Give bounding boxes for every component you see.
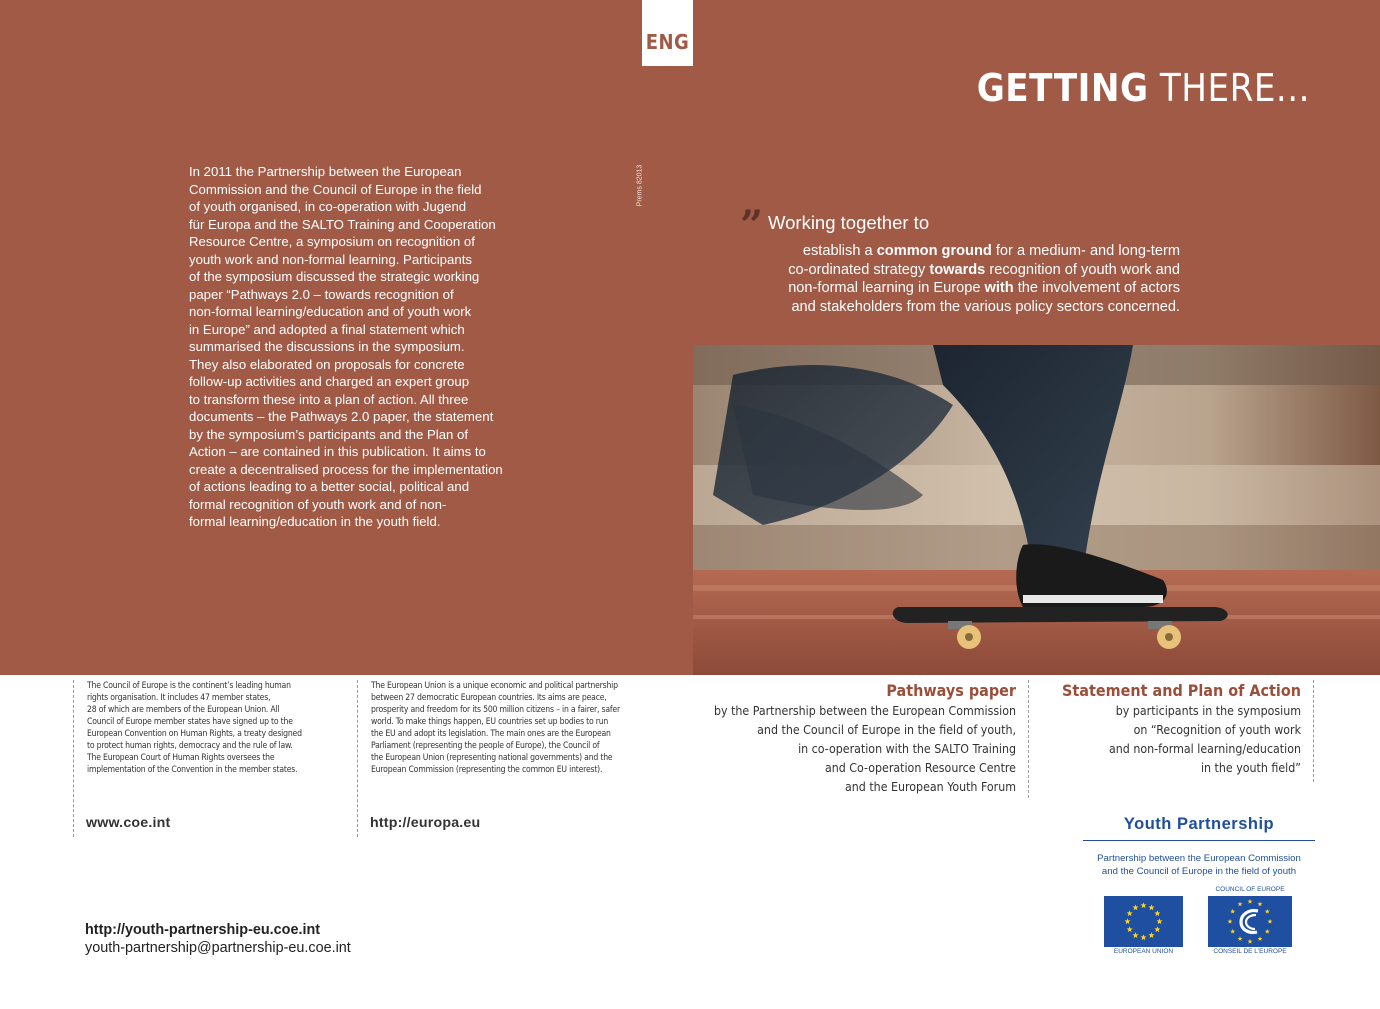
pathways-line: in co-operation with the SALTO Training: [798, 741, 1016, 756]
statement-line: and non-formal learning/education: [1109, 741, 1301, 756]
intro-line: youth work and non-formal learning. Participants: [189, 251, 472, 267]
intro-line: non-formal learning/education and of youth work: [189, 304, 472, 319]
eu-info-line: European Commission (representing the common EU interest).: [371, 765, 603, 775]
quote-line-4: and stakeholders from the various policy sectors concerned.: [791, 298, 1180, 315]
eu-flag-icon: [1104, 896, 1183, 947]
intro-line: documents – the Pathways 2.0 paper, the statement: [189, 409, 494, 424]
intro-line: in Europe” and adopted a final statement which: [189, 321, 465, 337]
intro-line: formal recognition of youth work and of non-: [189, 496, 447, 512]
prems-code: Prems 82013: [636, 164, 644, 207]
coe-flag-icon: [1208, 896, 1292, 947]
quote-line-3: non-formal learning in Europe with the involvement of actors: [788, 280, 1180, 297]
quote-body: [700, 242, 1180, 316]
intro-line: Commission and the Council of Europe in the field: [189, 181, 482, 197]
pathways-title: Pathways paper: [886, 681, 1016, 700]
eu-label: EUROPEAN UNION: [1113, 948, 1174, 955]
intro-line: of the symposium discussed the strategic working: [189, 269, 480, 284]
intro-line: to transform these into a plan of action. All three: [189, 391, 469, 407]
intro-line: of actions leading to a better social, political and: [189, 479, 470, 494]
coe-info-line: The European Court of Human Rights oversees the: [87, 753, 275, 763]
coe-info: [73, 680, 343, 837]
intro-line: Action – are contained in this publication. It aims to: [189, 444, 486, 459]
eu-info: [357, 680, 657, 837]
statement-plan: [1060, 680, 1314, 782]
eu-link[interactable]: http://europa.eu: [370, 815, 481, 831]
pathways-line: and the Council of Europe in the field of youth,: [757, 722, 1016, 737]
pathways-text: [700, 702, 1016, 797]
contact-block: [85, 921, 351, 957]
coe-info-line: 28 of which are members of the European Union. All: [87, 705, 280, 715]
coe-info-line: rights organisation. It includes 47 member states,: [87, 693, 271, 703]
intro-line: by the symposium’s participants and the Plan of: [189, 426, 469, 442]
youth-partnership-subtitle: Partnership between the European Commission and the Council of Europe in the field of youth: [1097, 853, 1301, 877]
intro-line: of youth organised, in co-operation with Jugend: [189, 199, 467, 214]
pathways-line: by the Partnership between the European Commission: [713, 704, 1016, 718]
page-title: [977, 66, 1310, 110]
intro-line: für Europa and the SALTO Training and Cooperation: [189, 216, 496, 232]
quote-mark-icon: ”: [740, 202, 764, 249]
title-light: THERE...: [1159, 66, 1310, 110]
statement-line: by participants in the symposium: [1115, 704, 1301, 718]
youth-partnership-logo: Youth Partnership: [1083, 815, 1315, 841]
eu-info-line: world. To make things happen, EU countries set up bodies to run: [371, 717, 609, 727]
statement-line: on “Recognition of youth work: [1133, 722, 1301, 737]
coe-info-line: The Council of Europe is the continent’s leading human: [87, 681, 291, 691]
quote-lead: Working together to: [768, 212, 930, 233]
intro-line: Resource Centre, a symposium on recognition of: [189, 234, 475, 249]
intro-line: paper “Pathways 2.0 – towards recognition of: [189, 286, 454, 302]
coe-info-line: European Convention on Human Rights, a treaty designed: [87, 729, 302, 739]
pathways-line: and the European Youth Forum: [845, 779, 1016, 794]
intro-line: In 2011 the Partnership between the European: [189, 164, 462, 179]
intro-text: [189, 163, 529, 531]
coe-info-line: implementation of the Convention in the member states.: [87, 765, 298, 775]
title-bold: GETTING: [976, 66, 1149, 110]
intro-line: create a decentralised process for the implementation: [189, 461, 503, 477]
statement-line: in the youth field”: [1200, 760, 1301, 775]
eu-info-line: the European Union (representing national governments) and the: [371, 753, 613, 763]
eu-info-line: prosperity and freedom for its 500 million citizens – in a fairer, safer: [371, 705, 620, 715]
skateboard-image: [693, 345, 1380, 675]
coe-info-line: Council of Europe member states have signed up to the: [87, 717, 293, 727]
language-tab[interactable]: ENG: [642, 0, 693, 66]
eu-info-line: The European Union is a unique economic and political partnership: [371, 681, 618, 691]
eu-info-line: between 27 democratic European countries. Its aims are peace,: [371, 693, 607, 703]
intro-line: summarised the discussions in the symposium.: [189, 339, 465, 354]
coe-label-top: COUNCIL OF EUROPE: [1215, 886, 1285, 893]
coe-label-bottom: CONSEIL DE L'EUROPE: [1213, 948, 1287, 955]
statement-title: Statement and Plan of Action: [1061, 681, 1301, 700]
youth-partnership-link[interactable]: http://youth-partnership-eu.coe.int: [85, 922, 321, 938]
pathways-paper: [700, 680, 1029, 798]
quote-line-2: co-ordinated strategy towards recognition of youth work and: [788, 261, 1180, 278]
intro-line: formal learning/education in the youth field.: [189, 514, 441, 529]
quote-line-1: establish a common ground for a medium- and long-term: [802, 243, 1180, 259]
eu-info-line: Parliament (representing the people of Europe), the Council of: [371, 741, 600, 751]
intro-line: follow-up activities and charged an expert group: [189, 374, 470, 389]
pathways-line: and Co-operation Resource Centre: [824, 760, 1016, 775]
coe-link[interactable]: www.coe.int: [86, 815, 171, 831]
statement-text: [1060, 702, 1301, 778]
eu-info-line: the EU and adopt its legislation. The main ones are the European: [371, 729, 611, 739]
intro-line: They also elaborated on proposals for concrete: [189, 356, 465, 372]
contact-email[interactable]: youth-partnership@partnership-eu.coe.int: [85, 940, 351, 956]
coe-info-line: to protect human rights, democracy and the rule of law.: [87, 741, 293, 751]
skateboard-photo: [693, 345, 1380, 675]
